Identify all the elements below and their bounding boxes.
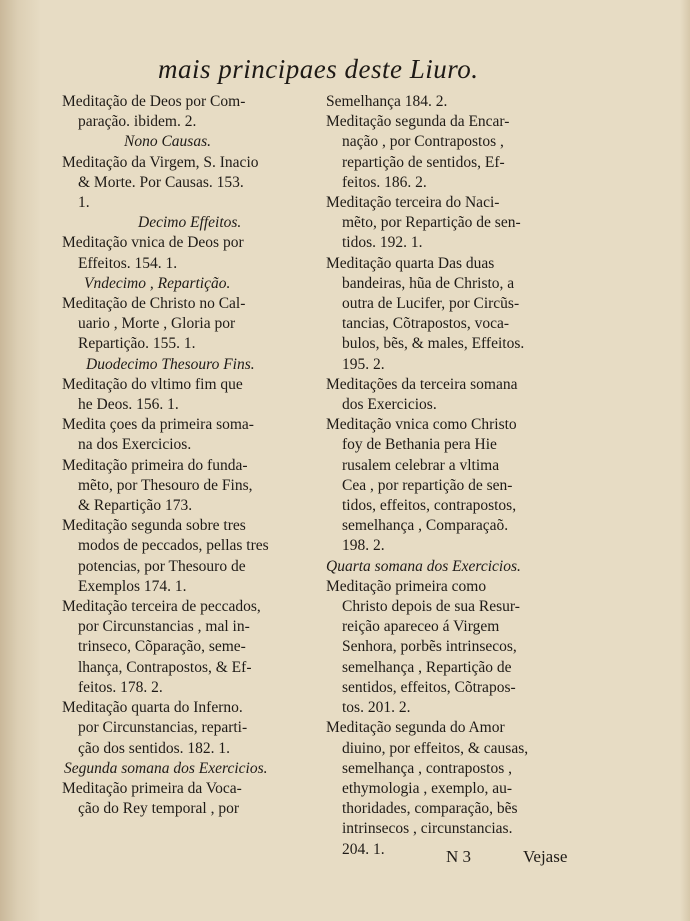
entry-line: feitos. 186. 2.: [342, 173, 427, 191]
page-binding-shadow: [0, 0, 40, 921]
entry-line: 204. 1.: [342, 840, 385, 858]
signature-mark: N 3: [446, 847, 472, 866]
running-header: mais principaes deste Liuro.: [158, 54, 479, 84]
entry-line: outra de Lucifer, por Circũs-: [342, 295, 520, 313]
entry-line: diuino, por effeitos, & causas,: [342, 739, 529, 757]
index-entry: [326, 415, 580, 556]
entry-line: uario , Morte , Gloria por: [78, 315, 236, 333]
entry-line: 198. 2.: [342, 537, 385, 555]
entry-line: Meditação de Christo no Cal-: [62, 295, 246, 313]
entry-line: Exemplos 174. 1.: [78, 577, 187, 595]
entry-line: ção dos sentidos. 182. 1.: [78, 739, 230, 757]
entry-line: tos. 201. 2.: [342, 699, 411, 717]
entry-line: 1.: [78, 194, 90, 212]
section-heading: Duodecimo Thesouro Fins.: [86, 355, 255, 373]
index-entry: [326, 375, 580, 415]
entry-line: Meditação segunda do Amor: [326, 719, 505, 737]
entry-line: por Circunstancias , mal in-: [78, 618, 250, 636]
entry-line: bulos, bẽs, & males, Effeitos.: [342, 335, 525, 353]
entry-line: Meditação primeira como: [326, 577, 487, 595]
entry-line: Meditação segunda sobre tres: [62, 517, 246, 535]
entry-line: ção do Rey temporal , por: [78, 800, 239, 818]
entry-line: semelhança , Comparaçaõ.: [342, 517, 509, 535]
entry-line: feitos. 178. 2.: [78, 678, 163, 696]
index-entry: [62, 597, 324, 698]
entry-line: trinseco, Cõparação, seme-: [78, 638, 246, 656]
entry-line: mẽto, por Repartição de sen-: [342, 214, 521, 232]
index-entry: [62, 779, 324, 819]
section-heading: Vndecimo , Repartição.: [84, 274, 231, 292]
entry-line: por Circunstancias, reparti-: [78, 719, 248, 737]
entry-line: Senhora, porbẽs intrinsecos,: [342, 638, 517, 656]
entry-line: foy de Bethania pera Hie: [342, 436, 497, 454]
index-entry: [326, 193, 580, 254]
entry-line: tidos. 192. 1.: [342, 234, 423, 252]
entry-line: ethymologia , exemplo, au-: [342, 779, 513, 797]
entry-line: Meditação segunda da Encar-: [326, 113, 510, 131]
section-heading: Nono Causas.: [124, 133, 211, 151]
index-entry: [62, 233, 324, 273]
entry-line: Repartição. 155. 1.: [78, 335, 196, 353]
index-entry: [326, 577, 580, 718]
entry-line: sentidos, effeitos, Cõtrapos-: [342, 678, 516, 696]
entry-line: reição apareceo á Virgem: [342, 618, 500, 636]
entry-line: Meditações da terceira somana: [326, 375, 518, 393]
index-entry: [62, 516, 324, 597]
entry-line: nação , por Contrapostos ,: [342, 133, 504, 151]
index-entry: [62, 294, 324, 355]
entry-line: Meditação vnica como Christo: [326, 416, 517, 434]
entry-line: Meditação terceira do Naci-: [326, 194, 500, 212]
index-entry: [62, 92, 324, 132]
index-entry: [62, 456, 324, 517]
entry-line: rusalem celebrar a vltima: [342, 456, 500, 474]
entry-line: Effeitos. 154. 1.: [78, 254, 178, 272]
index-entry: [326, 718, 580, 859]
entry-line: tidos, effeitos, contrapostos,: [342, 497, 517, 515]
entry-line: paração. ibidem. 2.: [78, 113, 197, 131]
entry-line: potencias, por Thesouro de: [78, 557, 246, 575]
entry-line: thoridades, comparação, bẽs: [342, 800, 518, 818]
entry-line: Meditação primeira do funda-: [62, 456, 248, 474]
entry-line: Meditação terceira de peccados,: [62, 598, 261, 616]
entry-line: intrinsecos , circunstancias.: [342, 820, 513, 838]
entry-line: & Repartição 173.: [78, 497, 193, 515]
page-edge-shadow: [680, 0, 690, 921]
index-entry: [326, 254, 580, 375]
index-entry: [62, 153, 324, 214]
entry-line: mẽto, por Thesouro de Fins,: [78, 476, 253, 494]
left-column: [62, 92, 324, 819]
entry-line: repartição de sentidos, Ef-: [342, 153, 505, 171]
entry-line: & Morte. Por Causas. 153.: [78, 173, 244, 191]
entry-line: na dos Exercicios.: [78, 436, 192, 454]
entry-line: he Deos. 156. 1.: [78, 396, 179, 414]
right-column: [326, 92, 580, 860]
catchword: Vejase: [523, 847, 568, 866]
entry-line: Medita çoes da primeira soma-: [62, 416, 254, 434]
entry-line: Cea , por repartição de sen-: [342, 476, 513, 494]
index-entry: [62, 698, 324, 759]
entry-line: Semelhança 184. 2.: [326, 93, 448, 110]
entry-line: Meditação primeira da Voca-: [62, 779, 242, 797]
entry-line: Christo depois de sua Resur-: [342, 598, 520, 616]
index-entry: [326, 112, 580, 193]
section-heading: Decimo Effeitos.: [138, 214, 242, 232]
index-entry: [62, 415, 324, 455]
entry-line: tancias, Cõtrapostos, voca-: [342, 315, 510, 333]
entry-line: 195. 2.: [342, 355, 385, 373]
entry-line: Meditação quarta do Inferno.: [62, 699, 243, 717]
entry-line: dos Exercicios.: [342, 396, 437, 414]
index-entry: [326, 92, 580, 112]
entry-line: Meditação de Deos por Com-: [62, 93, 246, 110]
entry-line: Meditação vnica de Deos por: [62, 234, 244, 252]
entry-line: bandeiras, hũa de Christo, a: [342, 274, 515, 292]
entry-line: semelhança , contrapostos ,: [342, 759, 513, 777]
entry-line: semelhança , Repartição de: [342, 658, 512, 676]
entry-line: Meditação quarta Das duas: [326, 254, 495, 272]
entry-line: Meditação do vltimo fim que: [62, 375, 243, 393]
entry-line: modos de peccados, pellas tres: [78, 537, 269, 555]
entry-line: lhança, Contrapostos, & Ef-: [78, 658, 252, 676]
entry-line: Meditação da Virgem, S. Inacio: [62, 153, 259, 171]
section-heading: Quarta somana dos Exercicios.: [326, 557, 521, 575]
section-heading: Segunda somana dos Exercicios.: [64, 759, 268, 777]
index-entry: [62, 375, 324, 415]
